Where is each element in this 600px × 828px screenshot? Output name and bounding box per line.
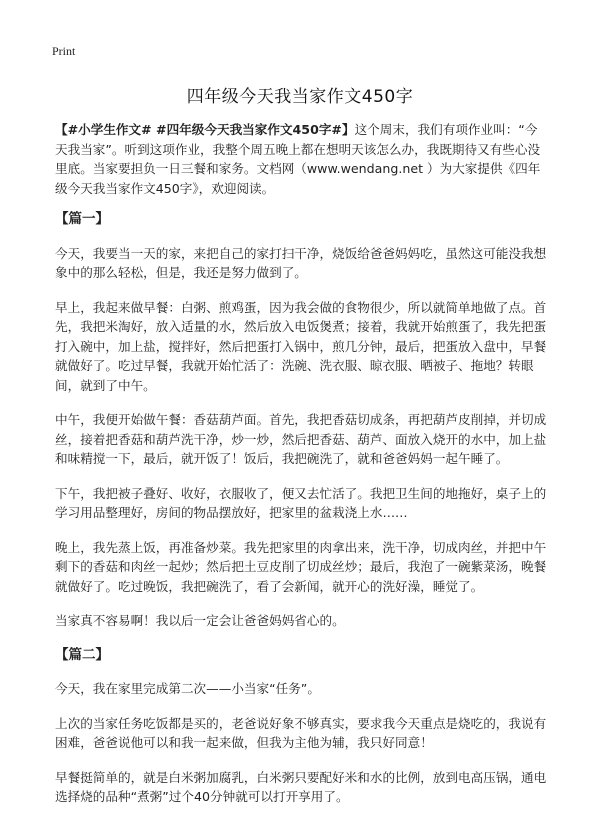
paragraph: 上次的当家任务吃饭都是买的，老爸说好象不够真实，要求我今天重点是烧吃的，我说有困难，爸爸说他可以和我一起来做，但我为主他为辅，我只好同意！ bbox=[55, 715, 547, 750]
paragraph: 中午，我便开始做午餐：香菇葫芦面。首先，我把香菇切成条，再把葫芦皮削掉，并切成丝，接着把香菇和葫芦洗干净，炒一炒，然后把香菇、葫芦、面放入烧开的水中，加上盐和味精搅一下，最后，就开饭了！饭后，我把碗洗了，就和爸爸妈妈一起午睡了。 bbox=[55, 412, 547, 466]
section-heading-2: 【篇二】 bbox=[55, 646, 109, 663]
paragraph: 早上，我起来做早餐：白粥、煎鸡蛋，因为我会做的食物很少，所以就简单地做了点。首先，我把米淘好，放入适量的水，然后放入电饭煲煮；接着，我就开始煎蛋了，我先把蛋打入碗中，加上盐，搅拌好，然后把蛋打入锅中，煎几分钟，最后，把蛋放入盘中，早餐就做好了。吃过早餐，我就开始忙活了：洗碗、洗衣服、晾衣服、晒被子、拖地？转眼间，就到了中午。 bbox=[55, 299, 547, 393]
intro-paragraph bbox=[55, 120, 549, 198]
paragraph: 早餐挺简单的，就是白米粥加腐乳，白米粥只要配好米和水的比例，放到电高压锅，通电选择烧的品种“煮粥”过个40分钟就可以打开享用了。 bbox=[55, 769, 547, 804]
paragraph: 今天，我要当一天的家，来把自己的家打扫干净，烧饭给爸爸妈妈吃，虽然这可能没我想象中的那么轻松，但是，我还是努力做到了。 bbox=[55, 245, 547, 280]
article-body bbox=[55, 120, 549, 822]
intro-text: 这个周末，我们有项作业叫：“今天我当家”。听到这项作业，我整个周五晚上都在想明天该怎么办，我既期待又有些心没里底。当家要担负一日三餐和家务。文档网（www.wendang.net ）为大家提供《四年级今天我当家作文450字》，欢迎阅读。 bbox=[55, 122, 541, 196]
paragraph: 当家真不容易啊！我以后一定会让爸爸妈妈省心的。 bbox=[55, 613, 345, 628]
article-title: 四年级今天我当家作文450字 bbox=[186, 87, 414, 107]
paragraph: 今天，我在家里完成第二次——小当家“任务”。 bbox=[55, 681, 320, 696]
intro-tag: 【#小学生作文# #四年级今天我当家作文450字#】 bbox=[55, 122, 355, 137]
print-label[interactable]: Print bbox=[52, 44, 76, 58]
paragraph: 晚上，我先蒸上饭，再准备炒菜。我先把家里的肉拿出来，洗干净，切成肉丝，并把中午剩下的香菇和肉丝一起炒；然后把土豆皮削了切成丝炒；最后，我泡了一碗紫菜汤，晚餐就做好了。吃过晚饭，我把碗洗了，看了会新闻，就开心的洗好澡，睡觉了。 bbox=[55, 539, 547, 594]
section-heading-1: 【篇一】 bbox=[55, 211, 109, 227]
paragraph: 下午，我把被子叠好、收好，衣服收了，便又去忙活了。我把卫生间的地拖好，桌子上的学习用品整理好，房间的物品摆放好，把家里的盆栽浇上水…… bbox=[55, 485, 547, 520]
